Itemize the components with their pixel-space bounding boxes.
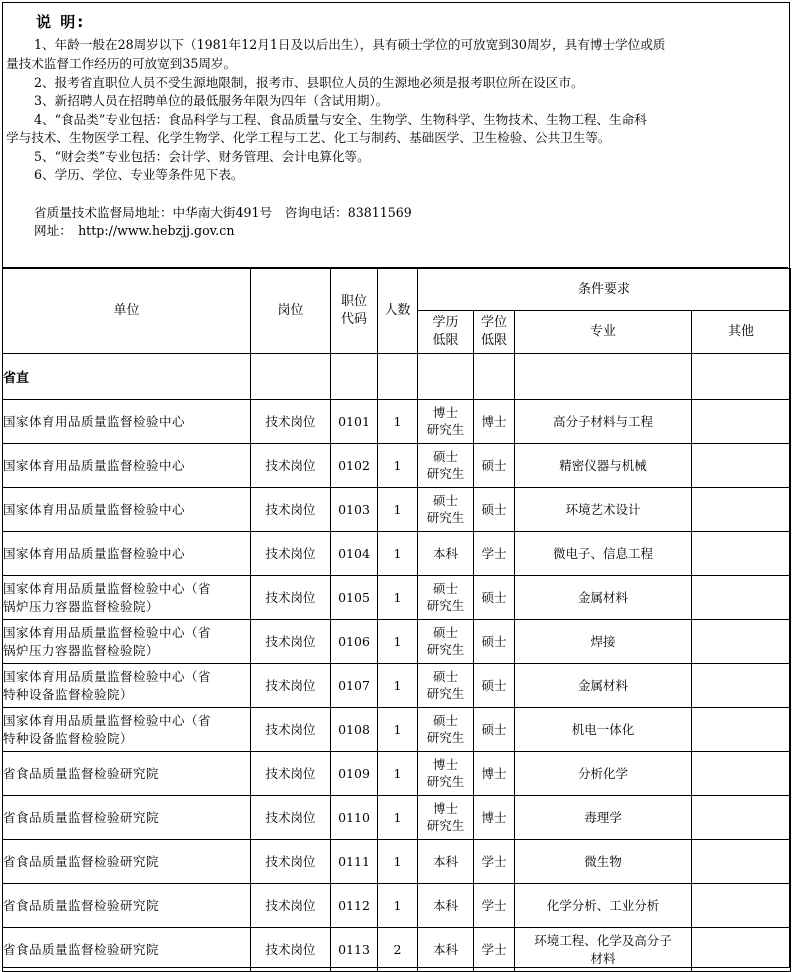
note-line: 1、年龄一般在28周岁以下（1981年12月1日及以后出生），具有硕士学位的可放宽到30周岁，具有博士学位或质 [34, 37, 666, 52]
post-cell: 技术岗位 [251, 752, 331, 796]
major-line: 材料 [590, 950, 616, 966]
unit-line: 国家体育用品质量监督检验中心 [3, 501, 186, 517]
count-cell: 1 [378, 752, 418, 796]
education-line: 研究生 [426, 422, 465, 437]
other-cell [692, 444, 791, 488]
major-line: 化学分析、工业分析 [546, 897, 660, 913]
major-line: 精密仪器与机械 [559, 457, 647, 473]
table-header [3, 269, 791, 354]
education-line: 研究生 [426, 686, 465, 701]
education-line: 本科 [432, 941, 458, 957]
major-cell [515, 708, 692, 752]
other-cell [692, 796, 791, 840]
other-cell [692, 840, 791, 884]
education-line: 研究生 [426, 774, 465, 789]
degree-cell: 学士 [474, 884, 515, 928]
major-cell [515, 664, 692, 708]
table-row [3, 752, 791, 796]
code-cell: 0111 [331, 840, 378, 884]
major-line: 环境艺术设计 [565, 501, 641, 517]
other-cell [692, 400, 791, 444]
post-cell: 技术岗位 [251, 620, 331, 664]
degree-cell: 硕士 [474, 664, 515, 708]
code-cell: 0106 [331, 620, 378, 664]
education-cell [418, 840, 474, 884]
table-row [3, 488, 791, 532]
other-cell [692, 576, 791, 620]
header-degree: 学位 低限 [474, 311, 515, 354]
notes-panel [2, 2, 788, 268]
degree-cell: 硕士 [474, 576, 515, 620]
count-cell: 1 [378, 488, 418, 532]
major-line: 毒理学 [584, 809, 622, 825]
education-line: 本科 [432, 897, 458, 913]
major-cell [515, 884, 692, 928]
major-line: 金属材料 [577, 589, 628, 605]
education-line: 研究生 [426, 466, 465, 481]
education-line: 研究生 [426, 730, 465, 745]
note-line: 2、报考省直职位人员不受生源地限制，报考市、县职位人员的生源地必须是报考职位所在设区市。 [34, 75, 584, 90]
count-cell: 1 [378, 796, 418, 840]
count-cell: 1 [378, 444, 418, 488]
count-cell: 2 [378, 928, 418, 972]
unit-line: 国家体育用品质量监督检验中心 [3, 413, 186, 429]
table-row [3, 884, 791, 928]
major-line: 环境工程、化学及高分子 [534, 932, 672, 948]
degree-cell: 学士 [474, 928, 515, 972]
major-line: 微电子、信息工程 [552, 545, 653, 561]
degree-cell: 博士 [474, 400, 515, 444]
table-row [3, 840, 791, 884]
note-line: 学与技术、生物医学工程、化学生物学、化学工程与工艺、化工与制药、基础医学、卫生检验、公共卫生等。 [6, 130, 611, 145]
notes-title: 说 明: [36, 13, 86, 31]
unit-line: 锅炉压力容器监督检验院） [3, 642, 160, 658]
major-line: 焊接 [590, 633, 616, 649]
table-row [3, 444, 791, 488]
other-cell [692, 620, 791, 664]
code-cell: 0112 [331, 884, 378, 928]
header-unit: 单位 [3, 269, 251, 354]
header-requirements: 条件要求 [418, 269, 791, 311]
table-row [3, 532, 791, 576]
note-line: 量技术监督工作经历的可放宽到35周岁。 [6, 56, 237, 71]
header-major: 专业 [515, 311, 692, 354]
unit-cell [3, 708, 251, 752]
major-line: 金属材料 [577, 677, 628, 693]
website-link[interactable]: 网址： http://www.hebzjj.gov.cn [34, 223, 235, 238]
post-cell: 技术岗位 [251, 488, 331, 532]
education-line: 博士 [432, 801, 458, 816]
degree-cell: 硕士 [474, 708, 515, 752]
post-cell: 技术岗位 [251, 664, 331, 708]
major-cell [515, 488, 692, 532]
table-body [3, 354, 791, 972]
education-cell [418, 444, 474, 488]
code-cell: 0101 [331, 400, 378, 444]
post-cell: 技术岗位 [251, 400, 331, 444]
education-line: 本科 [432, 545, 458, 561]
table-row [3, 664, 791, 708]
education-cell [418, 752, 474, 796]
unit-cell [3, 488, 251, 532]
unit-line: 特种设备监督检验院） [3, 686, 134, 702]
header-education: 学历 低限 [418, 311, 474, 354]
unit-line: 国家体育用品质量监督检验中心 [3, 457, 186, 473]
note-line: 4、“食品类”专业包括：食品科学与工程、食品质量与安全、生物学、生物科学、生物技术、生物工程、生命科 [34, 112, 647, 127]
education-line: 研究生 [426, 598, 465, 613]
count-cell: 1 [378, 576, 418, 620]
education-cell [418, 488, 474, 532]
education-line: 硕士 [432, 625, 458, 640]
unit-line: 省食品质量监督检验研究院 [3, 809, 160, 825]
section-row [3, 354, 791, 400]
education-line: 硕士 [432, 449, 458, 464]
education-line: 研究生 [426, 510, 465, 525]
code-cell: 0110 [331, 796, 378, 840]
table-row [3, 576, 791, 620]
post-cell: 技术岗位 [251, 840, 331, 884]
other-cell [692, 928, 791, 972]
post-cell: 技术岗位 [251, 444, 331, 488]
other-cell [692, 488, 791, 532]
unit-line: 锅炉压力容器监督检验院） [3, 598, 160, 614]
count-cell: 1 [378, 620, 418, 664]
education-cell [418, 400, 474, 444]
education-line: 硕士 [432, 713, 458, 728]
code-cell: 0108 [331, 708, 378, 752]
major-line: 高分子材料与工程 [552, 413, 653, 429]
education-line: 博士 [432, 405, 458, 420]
unit-cell [3, 796, 251, 840]
unit-cell [3, 400, 251, 444]
major-line: 机电一体化 [571, 721, 635, 737]
education-cell [418, 620, 474, 664]
header-other: 其他 [692, 311, 791, 354]
degree-cell: 硕士 [474, 620, 515, 664]
unit-line: 国家体育用品质量监督检验中心 [3, 545, 186, 561]
code-cell: 0113 [331, 928, 378, 972]
unit-line: 特种设备监督检验院） [3, 730, 134, 746]
degree-cell: 学士 [474, 532, 515, 576]
post-cell: 技术岗位 [251, 796, 331, 840]
education-line: 硕士 [432, 493, 458, 508]
major-line: 分析化学 [577, 765, 628, 781]
code-cell: 0109 [331, 752, 378, 796]
education-cell [418, 532, 474, 576]
unit-line: 省食品质量监督检验研究院 [3, 941, 160, 957]
other-cell [692, 664, 791, 708]
table-row [3, 928, 791, 972]
unit-cell [3, 664, 251, 708]
post-cell: 技术岗位 [251, 884, 331, 928]
unit-cell [3, 752, 251, 796]
unit-line: 省食品质量监督检验研究院 [3, 853, 160, 869]
other-cell [692, 752, 791, 796]
header-count: 人数 [378, 269, 418, 354]
code-cell: 0102 [331, 444, 378, 488]
major-cell [515, 928, 692, 972]
education-line: 研究生 [426, 818, 465, 833]
note-line: 3、新招聘人员在招聘单位的最低服务年限为四年（含试用期）。 [34, 93, 389, 108]
education-line: 本科 [432, 853, 458, 869]
count-cell: 1 [378, 840, 418, 884]
major-cell [515, 620, 692, 664]
major-cell [515, 576, 692, 620]
education-line: 研究生 [426, 642, 465, 657]
unit-cell [3, 532, 251, 576]
major-cell [515, 796, 692, 840]
unit-line: 国家体育用品质量监督检验中心（省 [3, 712, 212, 728]
degree-cell: 博士 [474, 796, 515, 840]
major-cell [515, 532, 692, 576]
count-cell: 1 [378, 400, 418, 444]
header-post: 岗位 [251, 269, 331, 354]
education-line: 硕士 [432, 581, 458, 596]
count-cell: 1 [378, 532, 418, 576]
code-cell: 0104 [331, 532, 378, 576]
section-label: 省直 [3, 354, 251, 400]
code-cell: 0107 [331, 664, 378, 708]
other-cell [692, 884, 791, 928]
degree-cell: 硕士 [474, 444, 515, 488]
table-row [3, 796, 791, 840]
unit-cell [3, 576, 251, 620]
education-cell [418, 708, 474, 752]
degree-cell: 硕士 [474, 488, 515, 532]
note-line: 6、学历、学位、专业等条件见下表。 [34, 167, 244, 182]
code-cell: 0105 [331, 576, 378, 620]
table-row [3, 620, 791, 664]
unit-cell [3, 444, 251, 488]
unit-line: 省食品质量监督检验研究院 [3, 765, 160, 781]
education-cell [418, 884, 474, 928]
unit-cell [3, 840, 251, 884]
education-cell [418, 664, 474, 708]
header-code: 职位 代码 [331, 269, 378, 354]
unit-cell [3, 620, 251, 664]
major-cell [515, 444, 692, 488]
count-cell: 1 [378, 708, 418, 752]
education-cell [418, 796, 474, 840]
degree-cell: 学士 [474, 840, 515, 884]
table-row [3, 400, 791, 444]
other-cell [692, 532, 791, 576]
contact-address: 省质量技术监督局地址：中华南大街491号 咨询电话：83811569 [34, 205, 412, 220]
education-cell [418, 576, 474, 620]
unit-cell [3, 928, 251, 972]
major-cell [515, 400, 692, 444]
count-cell: 1 [378, 884, 418, 928]
positions-table [2, 268, 791, 972]
education-cell [418, 928, 474, 972]
education-line: 硕士 [432, 669, 458, 684]
code-cell: 0103 [331, 488, 378, 532]
major-line: 微生物 [584, 853, 622, 869]
other-cell [692, 708, 791, 752]
major-cell [515, 752, 692, 796]
count-cell: 1 [378, 664, 418, 708]
post-cell: 技术岗位 [251, 576, 331, 620]
unit-line: 国家体育用品质量监督检验中心（省 [3, 668, 212, 684]
unit-line: 国家体育用品质量监督检验中心（省 [3, 580, 212, 596]
unit-line: 省食品质量监督检验研究院 [3, 897, 160, 913]
degree-cell: 博士 [474, 752, 515, 796]
education-line: 博士 [432, 757, 458, 772]
post-cell: 技术岗位 [251, 708, 331, 752]
post-cell: 技术岗位 [251, 532, 331, 576]
post-cell: 技术岗位 [251, 928, 331, 972]
unit-line: 国家体育用品质量监督检验中心（省 [3, 624, 212, 640]
table-row [3, 708, 791, 752]
unit-cell [3, 884, 251, 928]
major-cell [515, 840, 692, 884]
note-line: 5、“财会类”专业包括：会计学、财务管理、会计电算化等。 [34, 149, 370, 164]
